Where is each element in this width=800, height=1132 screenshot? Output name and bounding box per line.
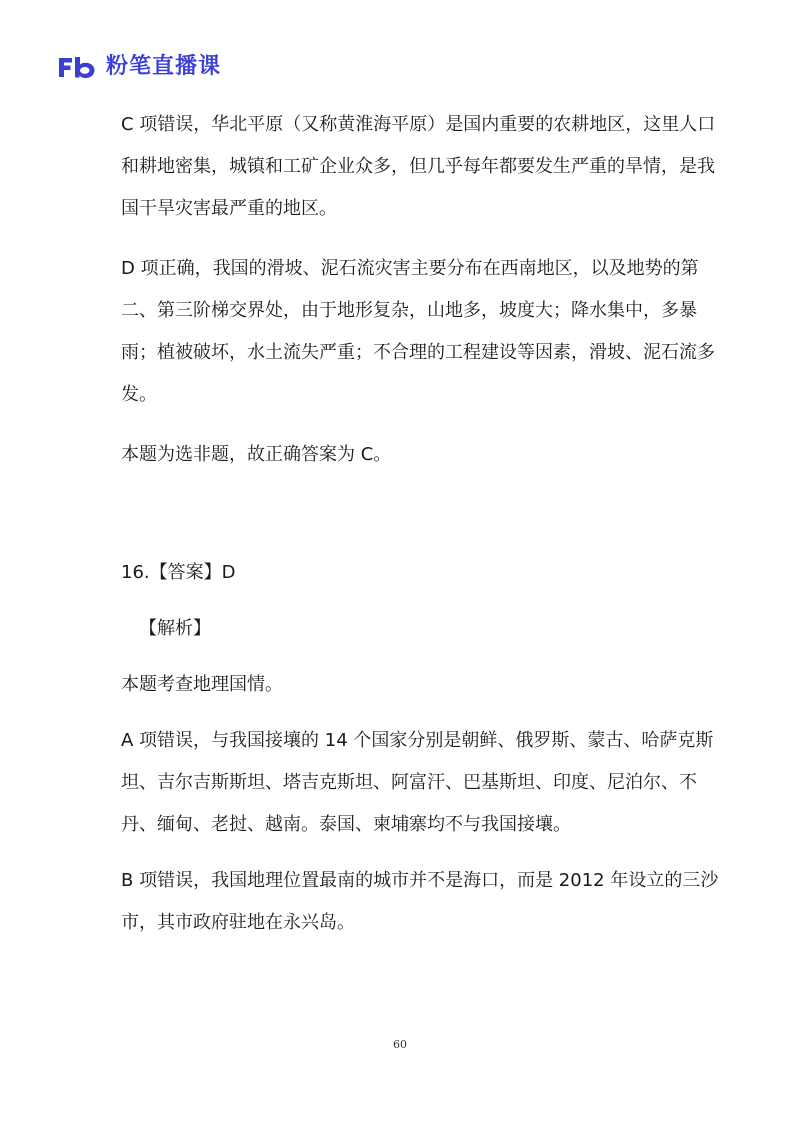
fb-logo-icon: [56, 54, 100, 80]
page-number: 60: [393, 1038, 407, 1051]
question-16-answer: 16.【答案】D: [121, 562, 236, 583]
explanation-option-d: D 项正确，我国的滑坡、泥石流灾害主要分布在西南地区，以及地势的第二、第三阶梯交界处，由于地形复杂，山地多，坡度大；降水集中，多暴雨；植被破坏，水土流失严重；不合理的工程建设等因素，滑坡、泥石流多发。: [121, 258, 715, 405]
question-16-option-b: B 项错误，我国地理位置最南的城市并不是海口，而是 2012 年设立的三沙市，其市政府驻地在永兴岛。: [121, 870, 719, 933]
question-16-analysis-label: 【解析】: [139, 618, 211, 639]
question-15-conclusion: 本题为选非题，故正确答案为 C。: [121, 444, 392, 465]
brand-name: 粉笔直播课: [106, 54, 222, 79]
explanation-option-c: C 项错误，华北平原（又称黄淮海平原）是国内重要的农耕地区，这里人口和耕地密集，城镇和工矿企业众多，但几乎每年都要发生严重的旱情，是我国干旱灾害最严重的地区。: [121, 114, 716, 219]
question-16-option-a: A 项错误，与我国接壤的 14 个国家分别是朝鲜、俄罗斯、蒙古、哈萨克斯坦、吉尔吉斯斯坦、塔吉克斯坦、阿富汗、巴基斯坦、印度、尼泊尔、不丹、缅甸、老挝、越南。泰国、柬埔寨均不与我国接壤。: [121, 730, 714, 835]
question-16-topic: 本题考查地理国情。: [121, 674, 283, 695]
page-header: [56, 50, 221, 84]
document-body: [121, 104, 721, 944]
